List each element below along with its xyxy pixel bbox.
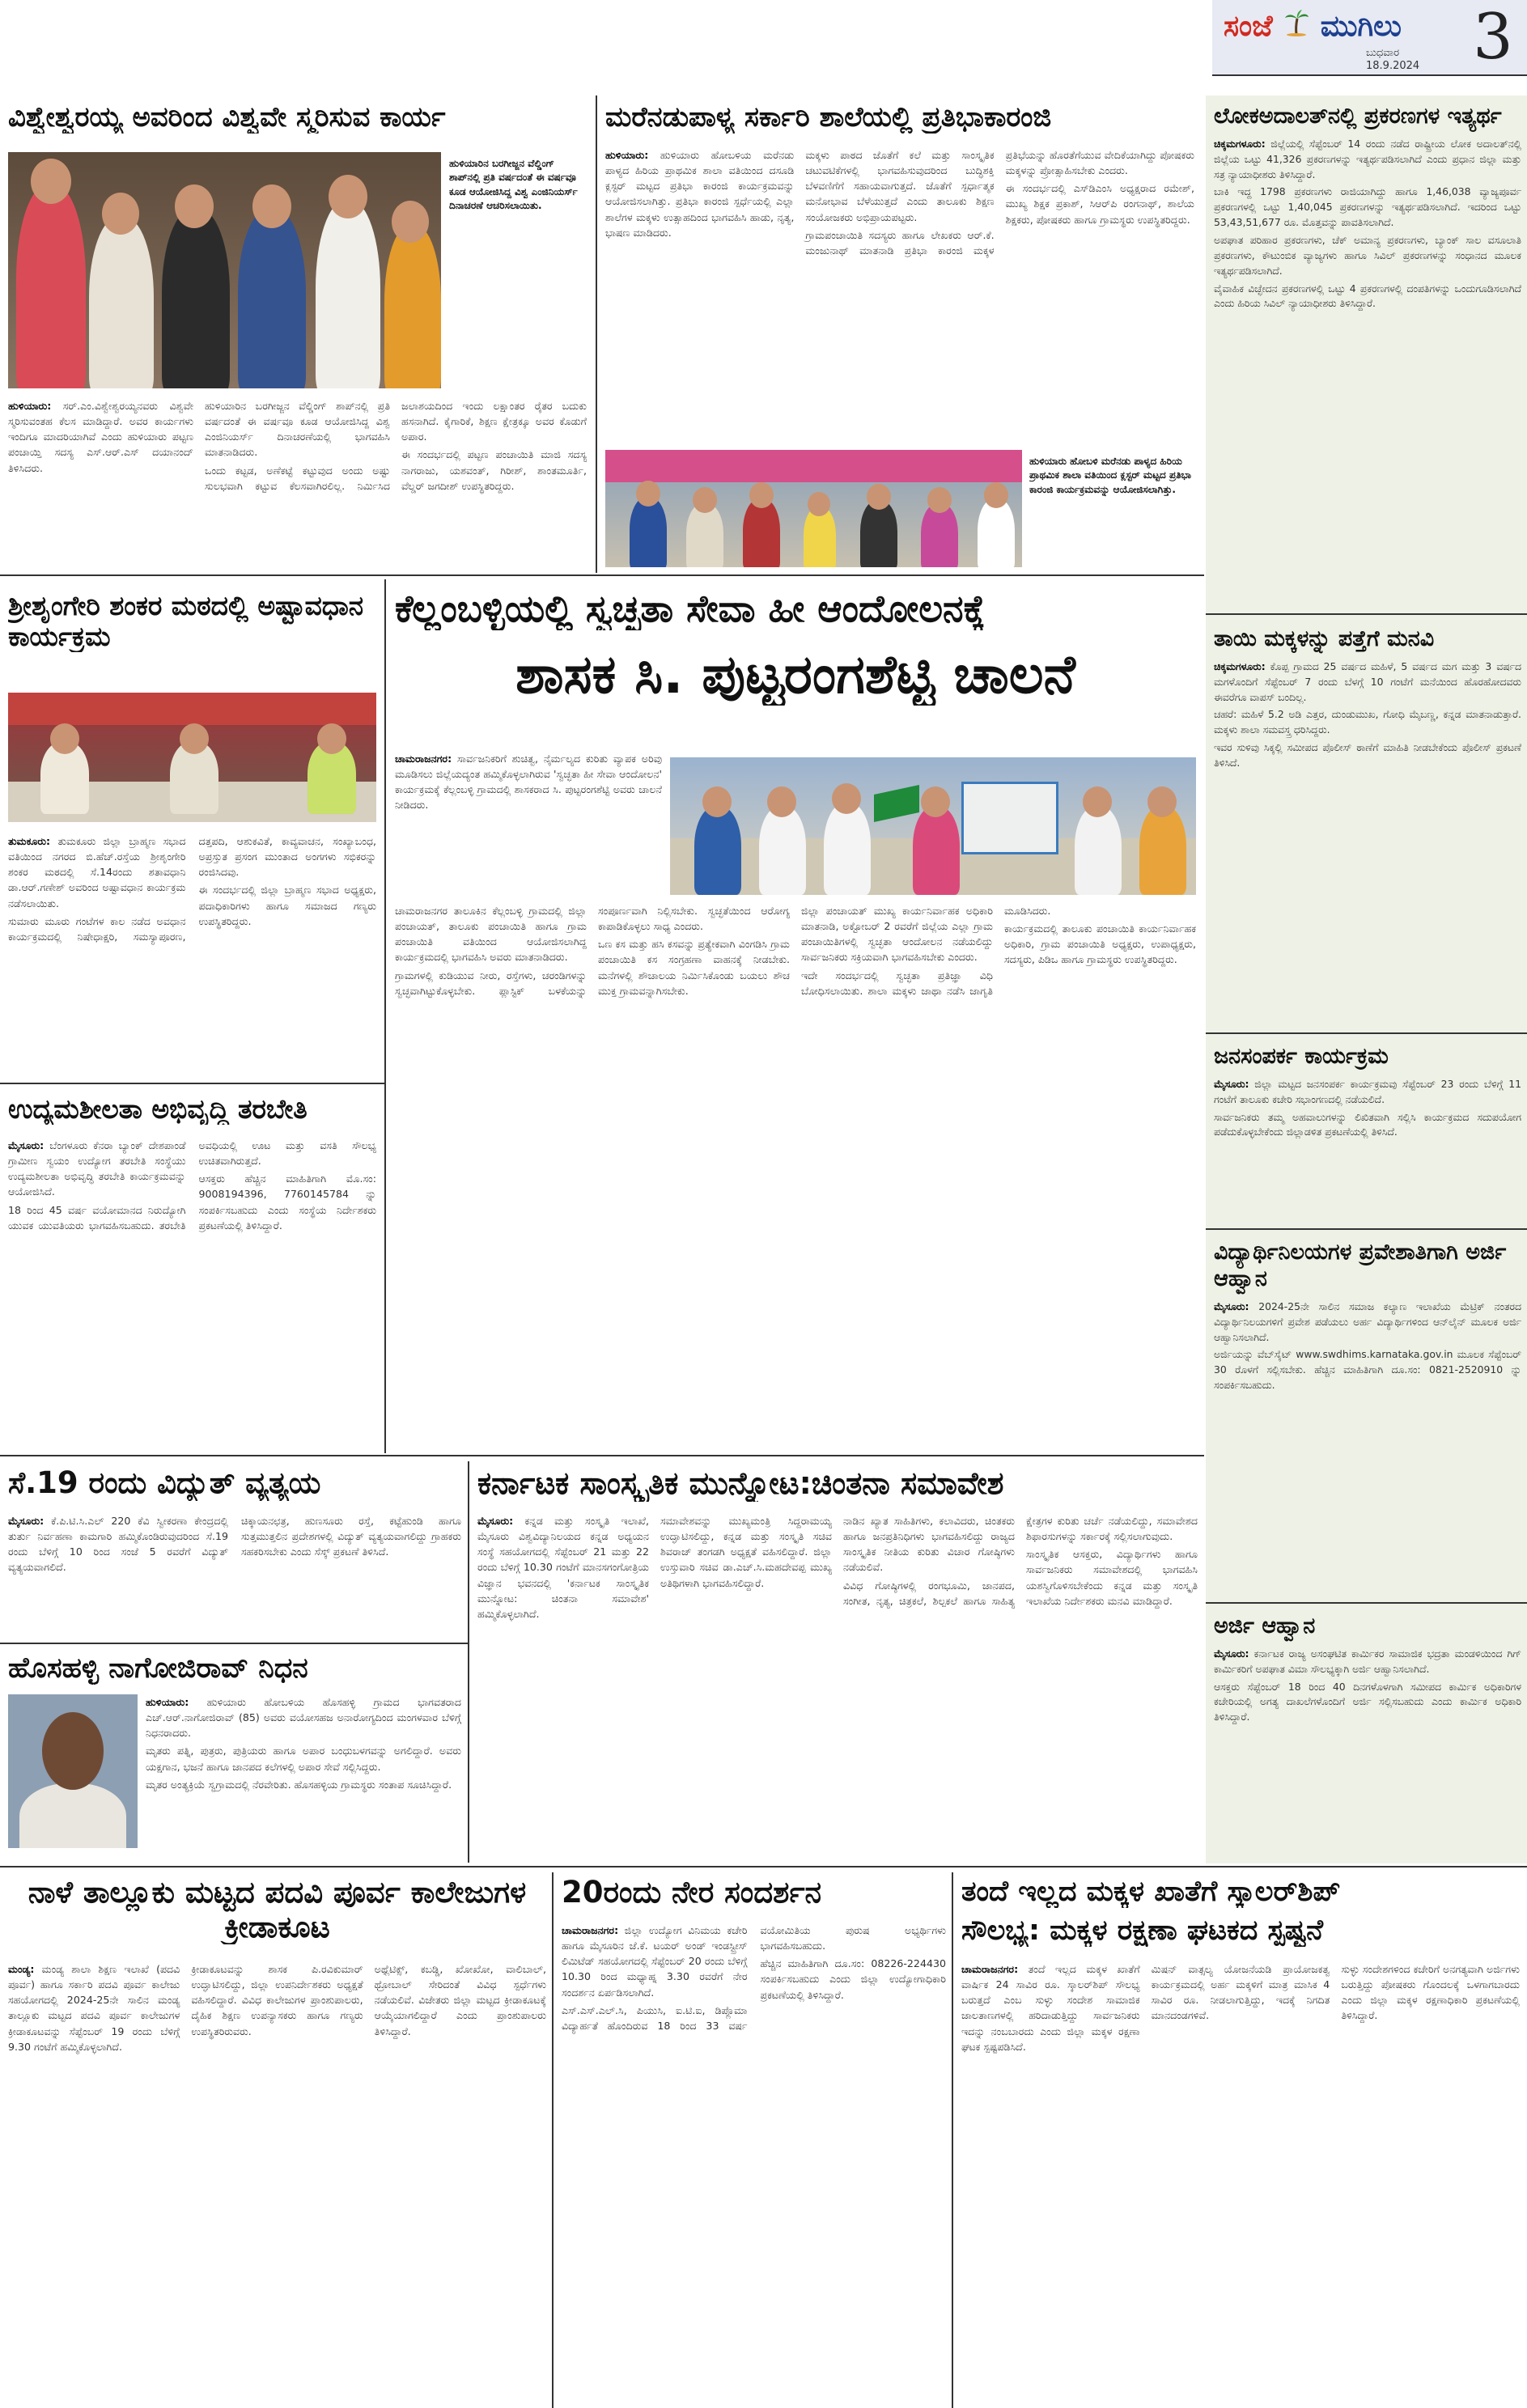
article-body: ಚಾಮರಾಜನಗರ: ತಂದೆ ಇಲ್ಲದ ಮಕ್ಕಳ ಖಾತೆಗೆ ವಾರ್ಷಿಕ 24 ಸಾವಿರ ರೂ. ಸ್ಕಾಲರ್‌ಶಿಪ್ ಸೌಲಭ್ಯ ಬರುತ್ತದೆ ಎಂಬ ಸುಳ್ಳು ಸಂದೇಶ ಸಾಮಾಜಿಕ ಜಾಲತಾಣಗಳಲ್ಲಿ ಹರಿದಾಡುತ್ತಿದ್ದು ಸಾರ್ವಜನಿಕರು ಇದನ್ನು ನಂಬಬಾರದು ಎಂದು ಜಿಲ್ಲಾ ಮಕ್ಕಳ ರಕ್ಷಣಾ ಘಟಕ ಸ್ಪಷ್ಟಪಡಿಸಿದೆ. ಮಿಷನ್ ವಾತ್ಸಲ್ಯ ಯೋಜನೆಯಡಿ ಪ್ರಾಯೋಜಕತ್ವ ಕಾರ್ಯಕ್ರಮದಲ್ಲಿ ಅರ್ಹ ಮಕ್ಕಳಿಗೆ ಮಾತ್ರ ಮಾಸಿಕ 4 ಸಾವಿರ ರೂ. ನೀಡಲಾಗುತ್ತಿದ್ದು, ಇದಕ್ಕೆ ನಿಗದಿತ ಮಾನದಂಡಗಳಿವೆ. ಸುಳ್ಳು ಸಂದೇಶಗಳಿಂದ ಕಚೇರಿಗೆ ಅನಗತ್ಯವಾಗಿ ಅರ್ಜಿಗಳು ಬರುತ್ತಿದ್ದು ಪೋಷಕರು ಗೊಂದಲಕ್ಕೆ ಒಳಗಾಗಬಾರದು ಎಂದು ಜಿಲ್ಲಾ ಮಕ್ಕಳ ರಕ್ಷಣಾಧಿಕಾರಿ ಪ್ರಕಟಣೆಯಲ್ಲಿ ತಿಳಿಸಿದ್ದಾರೆ. [961,1963,1520,2053]
article-body-missing: ಚಿಕ್ಕಮಗಳೂರು: ಕೊಪ್ಪ ಗ್ರಾಮದ 25 ವರ್ಷದ ಮಹಿಳೆ, 5 ವರ್ಷದ ಮಗ ಮತ್ತು 3 ವರ್ಷದ ಮಗಳೊಂದಿಗೆ ಸೆಪ್ಟೆಂಬರ್ 7 ರಂದು ಬೆಳಗ್ಗೆ 10 ಗಂಟೆಗೆ ಮನೆಯಿಂದ ಹೊರಹೋದವರು ಈವರೆಗೂ ವಾಪಸ್ ಬಂದಿಲ್ಲ. ಚಹರೆ: ಮಹಿಳೆ 5.2 ಅಡಿ ಎತ್ತರ, ದುಂಡುಮುಖ, ಗೋಧಿ ಮೈಬಣ್ಣ, ಕನ್ನಡ ಮಾತನಾಡುತ್ತಾರೆ. ಮಕ್ಕಳು ಶಾಲಾ ಸಮವಸ್ತ್ರ ಧರಿಸಿದ್ದರು. ಇವರ ಸುಳಿವು ಸಿಕ್ಕಲ್ಲಿ ಸಮೀಪದ ಪೊಲೀಸ್ ಠಾಣೆಗೆ ಮಾಹಿತಿ ನೀಡಬೇಕೆಂದು ಪೊಲೀಸ್ ಪ್ರಕಟಣೆ ತಿಳಿಸಿದೆ. [1214,659,1521,769]
dateline: ಹುಳಿಯಾರು: [605,149,649,161]
headline-line-2: ಶಾಸಕ ಸಿ. ಪುಟ್ಟರಂಗಶೆಟ್ಟಿ ಚಾಲನೆ [515,644,1075,706]
dateline: ಚಾಮರಾಜನಗರ: [395,752,452,765]
article-body: ಮೈಸೂರು: ಕನ್ನಡ ಮತ್ತು ಸಂಸ್ಕೃತಿ ಇಲಾಖೆ, ಮೈಸೂರು ವಿಶ್ವವಿದ್ಯಾನಿಲಯದ ಕನ್ನಡ ಅಧ್ಯಯನ ಸಂಸ್ಥೆ ಸಹಯೋಗದಲ್ಲಿ ಸೆಪ್ಟೆಂಬರ್ 21 ಮತ್ತು 22 ರಂದು ಬೆಳಿಗ್ಗೆ 10.30 ಗಂಟೆಗೆ ಮಾನಸಗಂಗೋತ್ರಿಯ ವಿಜ್ಞಾನ ಭವನದಲ್ಲಿ 'ಕರ್ನಾಟಕ ಸಾಂಸ್ಕೃತಿಕ ಮುನ್ನೋಟ: ಚಿಂತನಾ ಸಮಾವೇಶ' ಹಮ್ಮಿಕೊಳ್ಳಲಾಗಿದೆ. ಸಮಾವೇಶವನ್ನು ಮುಖ್ಯಮಂತ್ರಿ ಸಿದ್ದರಾಮಯ್ಯ ಉದ್ಘಾಟಿಸಲಿದ್ದು, ಕನ್ನಡ ಮತ್ತು ಸಂಸ್ಕೃತಿ ಸಚಿವ ಶಿವರಾಜ್ ತಂಗಡಗಿ ಅಧ್ಯಕ್ಷತೆ ವಹಿಸಲಿದ್ದಾರೆ. ಜಿಲ್ಲಾ ಉಸ್ತುವಾರಿ ಸಚಿವ ಡಾ.ಎಚ್.ಸಿ.ಮಹದೇವಪ್ಪ ಮುಖ್ಯ ಅತಿಥಿಗಳಾಗಿ ಭಾಗವಹಿಸಲಿದ್ದಾರೆ. ನಾಡಿನ ಖ್ಯಾತ ಸಾಹಿತಿಗಳು, ಕಲಾವಿದರು, ಚಿಂತಕರು ಹಾಗೂ ಜನಪ್ರತಿನಿಧಿಗಳು ಭಾಗವಹಿಸಲಿದ್ದು ರಾಜ್ಯದ ಸಾಂಸ್ಕೃತಿಕ ನೀತಿಯ ಕುರಿತು ವಿಚಾರ ಗೋಷ್ಠಿಗಳು ನಡೆಯಲಿವೆ. ವಿವಿಧ ಗೋಷ್ಠಿಗಳಲ್ಲಿ ರಂಗಭೂಮಿ, ಜಾನಪದ, ಸಂಗೀತ, ನೃತ್ಯ, ಚಿತ್ರಕಲೆ, ಶಿಲ್ಪಕಲೆ ಹಾಗೂ ಸಾಹಿತ್ಯ ಕ್ಷೇತ್ರಗಳ ಕುರಿತು ಚರ್ಚೆ ನಡೆಯಲಿದ್ದು, ಸಮಾವೇಶದ ಶಿಫಾರಸುಗಳನ್ನು ಸರ್ಕಾರಕ್ಕೆ ಸಲ್ಲಿಸಲಾಗುವುದು. ಸಾಂಸ್ಕೃತಿಕ ಆಸಕ್ತರು, ವಿದ್ಯಾರ್ಥಿಗಳು ಹಾಗೂ ಸಾರ್ವಜನಿಕರು ಸಮಾವೇಶದಲ್ಲಿ ಭಾಗವಹಿಸಿ ಯಶಸ್ವಿಗೊಳಿಸಬೇಕೆಂದು ಕನ್ನಡ ಮತ್ತು ಸಂಸ್ಕೃತಿ ಇಲಾಖೆಯ ನಿರ್ದೇಶಕರು ಮನವಿ ಮಾಡಿದ್ದಾರೆ. [477,1515,1198,1620]
article-pratibha-karanji [600,95,1199,573]
photo-engineers-day [8,152,441,388]
article-scholarship-clarification [956,1872,1523,2408]
headline-line-1: ಕೆಲ್ಲಂಬಳ್ಳಿಯಲ್ಲಿ ಸ್ವಚ್ಛತಾ ಸೇವಾ ಹೀ ಆಂದೋಲನಕ್ಕೆ [395,587,986,630]
dateline: ತುಮಕೂರು: [8,835,51,847]
article-body: ಮಂಡ್ಯ: ಮಂಡ್ಯ ಶಾಲಾ ಶಿಕ್ಷಣ ಇಲಾಖೆ (ಪದವಿ ಪೂರ್ವ) ಹಾಗೂ ಸರ್ಕಾರಿ ಪದವಿ ಪೂರ್ವ ಕಾಲೇಜು ಸಹಯೋಗದಲ್ಲಿ 2024-25ನೇ ಸಾಲಿನ ಮಂಡ್ಯ ತಾಲ್ಲೂಕು ಮಟ್ಟದ ಪದವಿ ಪೂರ್ವ ಕಾಲೇಜುಗಳ ಕ್ರೀಡಾಕೂಟವನ್ನು ಸೆಪ್ಟೆಂಬರ್ 19 ರಂದು ಬೆಳಿಗ್ಗೆ 9.30 ಗಂಟೆಗೆ ಹಮ್ಮಿಕೊಳ್ಳಲಾಗಿದೆ. ಕ್ರೀಡಾಕೂಟವನ್ನು ಶಾಸಕ ಪಿ.ರವಿಕುಮಾರ್ ಉದ್ಘಾಟಿಸಲಿದ್ದು, ಜಿಲ್ಲಾ ಉಪನಿರ್ದೇಶಕರು ಅಧ್ಯಕ್ಷತೆ ವಹಿಸಲಿದ್ದಾರೆ. ವಿವಿಧ ಕಾಲೇಜುಗಳ ಪ್ರಾಂಶುಪಾಲರು, ದೈಹಿಕ ಶಿಕ್ಷಣ ಉಪನ್ಯಾಸಕರು ಹಾಗೂ ಗಣ್ಯರು ಉಪಸ್ಥಿತರಿರುವರು. ಅಥ್ಲೆಟಿಕ್ಸ್, ಕಬಡ್ಡಿ, ಖೋಖೋ, ವಾಲಿಬಾಲ್, ಥ್ರೋಬಾಲ್ ಸೇರಿದಂತೆ ವಿವಿಧ ಸ್ಪರ್ಧೆಗಳು ನಡೆಯಲಿವೆ. ವಿಜೇತರು ಜಿಲ್ಲಾ ಮಟ್ಟದ ಕ್ರೀಡಾಕೂಟಕ್ಕೆ ಆಯ್ಕೆಯಾಗಲಿದ್ದಾರೆ ಎಂದು ಪ್ರಾಂಶುಪಾಲರು ತಿಳಿಸಿದ್ದಾರೆ. [8,1963,546,2053]
photo-obituary-portrait [8,1694,138,1848]
headline: ಮರೆನಡುಪಾಳ್ಯ ಸರ್ಕಾರಿ ಶಾಲೆಯಲ್ಲಿ ಪ್ರತಿಭಾಕಾರಂಜಿ [605,102,1052,134]
logo-word-sanje: ಸಂಜೆ [1224,10,1273,43]
dateline: ಚಾಮರಾಜನಗರ: [562,1924,619,1936]
headline: ವಿಶ್ವೇಶ್ವರಯ್ಯ ಅವರಿಂದ ವಿಶ್ವವೇ ಸ್ಮರಿಸುವ ಕಾರ್ಯ [8,102,446,134]
headline-application: ಅರ್ಜಿ ಆಹ್ವಾನ [1214,1613,1316,1639]
photo-swachhata-launch [670,757,1196,895]
dateline: ಚಾಮರಾಜನಗರ: [961,1963,1019,1975]
headline: ಹೊಸಹಳ್ಳಿ ನಾಗೋಜಿರಾವ್ ನಿಧನ [8,1652,308,1685]
headline: 20ರಂದು ನೇರ ಸಂದರ್ಶನ [562,1876,822,1910]
photo-caption: ಹುಳಿಯಾರು ಹೋಬಳಿ ಮರೆನಡು ಪಾಳ್ಯದ ಹಿರಿಯ ಪ್ರಾಥಮಿಕ ಶಾಲಾ ವತಿಯಿಂದ ಕ್ಲಸ್ಟರ್ ಮಟ್ಟದ ಪ್ರತಿಭಾ ಕಾರಂಜಿ ಕಾರ್ಯಕ್ರಮವನ್ನು ಆಯೋಜಿಸಲಾಗಿತ್ತು. [1029,456,1191,495]
issue-date: 18.9.2024 [1366,60,1420,72]
headline-hostel-admission: ವಿದ್ಯಾರ್ಥಿನಿಲಯಗಳ ಪ್ರವೇಶಾತಿಗಾಗಿ ಅರ್ಜಿ ಆಹ್ವಾನ [1214,1240,1507,1291]
article-obituary [0,1647,465,1863]
headline: ಸೆ.19 ರಂದು ವಿದ್ಯುತ್ ವ್ಯತ್ಯಯ [8,1466,321,1500]
article-body: ಚಾಮರಾಜನಗರ ತಾಲೂಕಿನ ಕೆಲ್ಲಂಬಳ್ಳಿ ಗ್ರಾಮದಲ್ಲಿ ಜಿಲ್ಲಾ ಪಂಚಾಯತ್, ತಾಲೂಕು ಪಂಚಾಯಿತಿ ಹಾಗೂ ಗ್ರಾಮ ಪಂಚಾಯಿತಿ ವತಿಯಿಂದ ಆಯೋಜಿಸಲಾಗಿದ್ದ ಕಾರ್ಯಕ್ರಮದಲ್ಲಿ ಭಾಗವಹಿಸಿ ಅವರು ಮಾತನಾಡಿದರು. ಗ್ರಾಮಗಳಲ್ಲಿ ಕುಡಿಯುವ ನೀರು, ರಸ್ತೆಗಳು, ಚರಂಡಿಗಳನ್ನು ಸ್ವಚ್ಛವಾಗಿಟ್ಟುಕೊಳ್ಳಬೇಕು. ಪ್ಲಾಸ್ಟಿಕ್ ಬಳಕೆಯನ್ನು ಸಂಪೂರ್ಣವಾಗಿ ನಿಲ್ಲಿಸಬೇಕು. ಸ್ವಚ್ಛತೆಯಿಂದ ಆರೋಗ್ಯ ಕಾಪಾಡಿಕೊಳ್ಳಲು ಸಾಧ್ಯ ಎಂದರು. ಒಣ ಕಸ ಮತ್ತು ಹಸಿ ಕಸವನ್ನು ಪ್ರತ್ಯೇಕವಾಗಿ ವಿಂಗಡಿಸಿ ಗ್ರಾಮ ಪಂಚಾಯಿತಿ ಕಸ ಸಂಗ್ರಹಣಾ ವಾಹನಕ್ಕೆ ನೀಡಬೇಕು. ಮನೆಗಳಲ್ಲಿ ಶೌಚಾಲಯ ನಿರ್ಮಿಸಿಕೊಂಡು ಬಯಲು ಶೌಚ ಮುಕ್ತ ಗ್ರಾಮವನ್ನಾಗಿಸಬೇಕು. ಜಿಲ್ಲಾ ಪಂಚಾಯತ್ ಮುಖ್ಯ ಕಾರ್ಯನಿರ್ವಾಹಕ ಅಧಿಕಾರಿ ಮಾತನಾಡಿ, ಅಕ್ಟೋಬರ್ 2 ರವರೆಗೆ ಜಿಲ್ಲೆಯ ಎಲ್ಲಾ ಗ್ರಾಮ ಪಂಚಾಯಿತಿಗಳಲ್ಲಿ ಸ್ವಚ್ಛತಾ ಆಂದೋಲನ ನಡೆಯಲಿದ್ದು ಸಾರ್ವಜನಿಕರು ಸಕ್ರಿಯವಾಗಿ ಭಾಗವಹಿಸಬೇಕು ಎಂದರು. ಇದೇ ಸಂದರ್ಭದಲ್ಲಿ ಸ್ವಚ್ಛತಾ ಪ್ರತಿಜ್ಞಾ ವಿಧಿ ಬೋಧಿಸಲಾಯಿತು. ಶಾಲಾ ಮಕ್ಕಳು ಜಾಥಾ ನಡೆಸಿ ಜಾಗೃತಿ ಮೂಡಿಸಿದರು. ಕಾರ್ಯಕ್ರಮದಲ್ಲಿ ತಾಲೂಕು ಪಂಚಾಯಿತಿ ಕಾರ್ಯನಿರ್ವಾಹಕ ಅಧಿಕಾರಿ, ಗ್ರಾಮ ಪಂಚಾಯಿತಿ ಅಧ್ಯಕ್ಷರು, ಉಪಾಧ್ಯಕ್ಷರು, ಸದಸ್ಯರು, ಪಿಡಿಒ ಹಾಗೂ ಗ್ರಾಮಸ್ಥರು ಉಪಸ್ಥಿತರಿದ್ದರು. [395,905,1196,997]
photo-ashtavadhana [8,693,376,822]
palm-tree-icon [1283,9,1310,45]
article-walk-in-interview [557,1872,949,2408]
article-body-lok-adalat: ಚಿಕ್ಕಮಗಳೂರು: ಜಿಲ್ಲೆಯಲ್ಲಿ ಸೆಪ್ಟೆಂಬರ್ 14 ರಂದು ನಡೆದ ರಾಷ್ಟ್ರೀಯ ಲೋಕ ಅದಾಲತ್‌ನಲ್ಲಿ ಜಿಲ್ಲೆಯ ಒಟ್ಟು 41,326 ಪ್ರಕರಣಗಳನ್ನು ಇತ್ಯರ್ಥಪಡಿಸಲಾಗಿದೆ ಎಂದು ಪ್ರಧಾನ ಜಿಲ್ಲಾ ಮತ್ತು ಸತ್ರ ನ್ಯಾಯಾಧೀಶರು ತಿಳಿಸಿದ್ದಾರೆ. ಬಾಕಿ ಇದ್ದ 1798 ಪ್ರಕರಣಗಳು ರಾಜಿಯಾಗಿದ್ದು ಹಾಗೂ 1,46,038 ವ್ಯಾಜ್ಯಪೂರ್ವ ಪ್ರಕರಣಗಳಲ್ಲಿ ಒಟ್ಟು 1,40,045 ಪ್ರಕರಣಗಳನ್ನು ಇತ್ಯರ್ಥಪಡಿಸಲಾಗಿದೆ. ಇದರಿಂದ ಒಟ್ಟು 53,43,51,677 ರೂ. ಮೊತ್ತವನ್ನು ಪಾವತಿಸಲಾಗಿದೆ. ಅಪಘಾತ ಪರಿಹಾರ ಪ್ರಕರಣಗಳು, ಚೆಕ್ ಅಮಾನ್ಯ ಪ್ರಕರಣಗಳು, ಬ್ಯಾಂಕ್ ಸಾಲ ವಸೂಲಾತಿ ಪ್ರಕರಣಗಳು, ಕೌಟುಂಬಿಕ ವ್ಯಾಜ್ಯಗಳು ಹಾಗೂ ಸಿವಿಲ್ ಪ್ರಕರಣಗಳನ್ನು ಸಂಧಾನದ ಮೂಲಕ ಇತ್ಯರ್ಥಪಡಿಸಲಾಗಿದೆ. ವೈವಾಹಿಕ ವಿಚ್ಛೇದನ ಪ್ರಕರಣಗಳಲ್ಲಿ ಒಟ್ಟು 4 ಪ್ರಕರಣಗಳಲ್ಲಿ ದಂಪತಿಗಳನ್ನು ಒಂದುಗೂಡಿಸಲಾಗಿದೆ ಎಂದು ಹಿರಿಯ ಸಿವಿಲ್ ನ್ಯಾಯಾಧೀಶರು ತಿಳಿಸಿದ್ದಾರೆ. [1214,137,1521,310]
article-cultural-conference [473,1461,1201,1863]
dateline: ಹುಳಿಯಾರು: [146,1696,189,1708]
article-intro: ಚಾಮರಾಜನಗರ: ಸಾರ್ವಜನಿಕರಿಗೆ ಶುಚಿತ್ವ, ನೈರ್ಮಲ್ಯದ ಕುರಿತು ವ್ಯಾಪಕ ಅರಿವು ಮೂಡಿಸಲು ಜಿಲ್ಲೆಯದ್ಯಂತ ಹಮ್ಮಿಕೊಳ್ಳಲಾಗಿರುವ 'ಸ್ವಚ್ಛತಾ ಹೀ ಸೇವಾ ಆಂದೋಲನ' ಕಾರ್ಯಕ್ರಮಕ್ಕೆ ಕೆಲ್ಲಂಬಳ್ಳಿ ಗ್ರಾಮದಲ್ಲಿ ಶಾಸಕರಾದ ಸಿ. ಪುಟ್ಟರಂಗಶೆಟ್ಟಿ ಅವರು ಚಾಲನೆ ನೀಡಿದರು. [395,752,662,812]
article-visvesvaraya [0,95,591,573]
headline-lok-adalat: ಲೋಕಅದಾಲತ್‌ನಲ್ಲಿ ಪ್ರಕರಣಗಳ ಇತ್ಯರ್ಥ [1214,104,1502,129]
article-body: ಹುಳಿಯಾರು: ಹುಳಿಯಾರು ಹೋಬಳಿಯ ಮರೆನಡು ಪಾಳ್ಯದ ಹಿರಿಯ ಪ್ರಾಥಮಿಕ ಶಾಲಾ ವತಿಯಿಂದ ದಸೂಡಿ ಕ್ಲಸ್ಟರ್ ಮಟ್ಟದ ಪ್ರತಿಭಾ ಕಾರಂಜಿ ಕಾರ್ಯಕ್ರಮವನ್ನು ಆಯೋಜಿಸಲಾಗಿತ್ತು. ಪ್ರತಿಭಾ ಕಾರಂಜಿ ಸ್ಪರ್ಧೆಯಲ್ಲಿ ಎಲ್ಲಾ ಶಾಲೆಗಳ ಮಕ್ಕಳು ಉತ್ಸಾಹದಿಂದ ಭಾಗವಹಿಸಿ ಹಾಡು, ನೃತ್ಯ, ಭಾಷಣ ಮಾಡಿದರು. ಮಕ್ಕಳು ಪಾಠದ ಜೊತೆಗೆ ಕಲೆ ಮತ್ತು ಸಾಂಸ್ಕೃತಿಕ ಚಟುವಟಿಕೆಗಳಲ್ಲಿ ಭಾಗವಹಿಸುವುದರಿಂದ ಬುದ್ಧಿಶಕ್ತಿ ಬೆಳವಣಿಗೆಗೆ ಸಹಾಯವಾಗುತ್ತದೆ. ಜೊತೆಗೆ ಸ್ಪರ್ಧಾತ್ಮಕ ಮನೋಭಾವ ಬೆಳೆಯುತ್ತದೆ ಎಂದು ತಾಲೂಕು ಶಿಕ್ಷಣ ಸಂಯೋಜಕರು ಅಭಿಪ್ರಾಯಪಟ್ಟರು. ಗ್ರಾಮಪಂಚಾಯಿತಿ ಸದಸ್ಯರು ಹಾಗೂ ಲೇಖಕರು ಆರ್.ಕೆ. ಮಂಜುನಾಥ್ ಮಾತನಾಡಿ ಪ್ರತಿಭಾ ಕಾರಂಜಿ ಮಕ್ಕಳ ಪ್ರತಿಭೆಯನ್ನು ಹೊರತೆಗೆಯುವ ವೇದಿಕೆಯಾಗಿದ್ದು ಪೋಷಕರು ಮಕ್ಕಳನ್ನು ಪ್ರೋತ್ಸಾಹಿಸಬೇಕು ಎಂದರು. ಈ ಸಂದರ್ಭದಲ್ಲಿ ಎಸ್‌ಡಿಎಂಸಿ ಅಧ್ಯಕ್ಷರಾದ ರಮೇಶ್, ಮುಖ್ಯ ಶಿಕ್ಷಕ ಪ್ರಕಾಶ್, ಸಿಆರ್‌ಪಿ ರಂಗನಾಥ್, ಶಾಲೆಯ ಶಿಕ್ಷಕರು, ಪೋಷಕರು ಹಾಗೂ ಗ್ರಾಮಸ್ಥರು ಉಪಸ್ಥಿತರಿದ್ದರು. [605,149,1194,256]
article-ashtavadhana [0,579,380,1081]
dateline: ಮಂಡ್ಯ: [8,1963,35,1975]
article-body: ಚಾಮರಾಜನಗರ: ಜಿಲ್ಲಾ ಉದ್ಯೋಗ ವಿನಿಮಯ ಕಚೇರಿ ಹಾಗೂ ಮೈಸೂರಿನ ಜೆ.ಕೆ. ಟಯರ್ ಅಂಡ್ ಇಂಡಸ್ಟ್ರೀಸ್ ಲಿಮಿಟೆಡ್ ಸಹಯೋಗದಲ್ಲಿ ಸೆಪ್ಟೆಂಬರ್ 20 ರಂದು ಬೆಳಿಗ್ಗೆ 10.30 ರಿಂದ ಮಧ್ಯಾಹ್ನ 3.30 ರವರೆಗೆ ನೇರ ಸಂದರ್ಶನ ಏರ್ಪಡಿಸಲಾಗಿದೆ. ಎಸ್.ಎಸ್.ಎಲ್.ಸಿ, ಪಿಯುಸಿ, ಐ.ಟಿ.ಐ, ಡಿಪ್ಲೊಮಾ ವಿದ್ಯಾರ್ಹತೆ ಹೊಂದಿರುವ 18 ರಿಂದ 33 ವರ್ಷ ವಯೋಮಿತಿಯ ಪುರುಷ ಅಭ್ಯರ್ಥಿಗಳು ಭಾಗವಹಿಸಬಹುದು. ಹೆಚ್ಚಿನ ಮಾಹಿತಿಗಾಗಿ ದೂ.ಸಂ: 08226-224430 ಸಂಪರ್ಕಿಸಬಹುದು ಎಂದು ಜಿಲ್ಲಾ ಉದ್ಯೋಗಾಧಿಕಾರಿ ಪ್ರಕಟಣೆಯಲ್ಲಿ ತಿಳಿಸಿದ್ದಾರೆ. [562,1924,946,2032]
headline-line-2: ಸೌಲಭ್ಯ: ಮಕ್ಕಳ ರಕ್ಷಣಾ ಘಟಕದ ಸ್ಪಷ್ಟನೆ [961,1914,1324,1947]
headline: ನಾಳೆ ತಾಲ್ಲೂಕು ಮಟ್ಟದ ಪದವಿ ಪೂರ್ವ ಕಾಲೇಜುಗಳ ಕ್ರೀಡಾಕೂಟ [28,1876,527,1944]
page-number: 3 [1473,1,1513,74]
headline: ಉದ್ಯಮಶೀಲತಾ ಅಭಿವೃದ್ಧಿ ತರಬೇತಿ [8,1094,308,1125]
article-body: ತುಮಕೂರು: ತುಮಕೂರು ಜಿಲ್ಲಾ ಬ್ರಾಹ್ಮಣ ಸಭಾದ ವತಿಯಿಂದ ನಗರದ ಬಿ.ಹೆಚ್.ರಸ್ತೆಯ ಶ್ರೀಶೃಂಗೇರಿ ಶಂಕರ ಮಠದಲ್ಲಿ ಸೆ.14ರಂದು ಶತಾವಧಾನಿ ಡಾ.ಆರ್.ಗಣೇಶ್ ಅವರಿಂದ ಅಷ್ಟಾವಧಾನ ಕಾರ್ಯಕ್ರಮ ನಡೆಸಲಾಯಿತು. ಸುಮಾರು ಮೂರು ಗಂಟೆಗಳ ಕಾಲ ನಡೆದ ಅವಧಾನ ಕಾರ್ಯಕ್ರಮದಲ್ಲಿ ನಿಷೇಧಾಕ್ಷರಿ, ಸಮಸ್ಯಾಪೂರಣ, ದತ್ತಪದಿ, ಆಶುಕವಿತೆ, ಕಾವ್ಯವಾಚನ, ಸಂಖ್ಯಾಬಂಧ, ಅಪ್ರಸ್ತುತ ಪ್ರಸಂಗ ಮುಂತಾದ ಅಂಗಗಳು ಸಭಿಕರನ್ನು ರಂಜಿಸಿದವು. ಈ ಸಂದರ್ಭದಲ್ಲಿ ಜಿಲ್ಲಾ ಬ್ರಾಹ್ಮಣ ಸಭಾದ ಅಧ್ಯಕ್ಷರು, ಪದಾಧಿಕಾರಿಗಳು ಹಾಗೂ ಸಮಾಜದ ಗಣ್ಯರು ಉಪಸ್ಥಿತರಿದ್ದರು. [8,835,376,943]
article-body: ಹುಳಿಯಾರು: ಸರ್.ಎಂ.ವಿಶ್ವೇಶ್ವರಯ್ಯನವರು ವಿಶ್ವವೇ ಸ್ಮರಿಸುವಂತಹ ಕೆಲಸ ಮಾಡಿದ್ದಾರೆ. ಅವರ ಕಾರ್ಯಗಳು ಇಂದಿಗೂ ಮಾದರಿಯಾಗಿವೆ ಎಂದು ಹುಳಿಯಾರು ಪಟ್ಟಣ ಪಂಚಾಯ್ತಿ ಸದಸ್ಯ ಎಸ್.ಆರ್.ಎಸ್ ದಯಾನಂದ್ ತಿಳಿಸಿದರು. ಹುಳಿಯಾರಿನ ಬರಗೀಜ್ಜನ ವೆಲ್ಡಿಂಗ್ ಶಾಪ್‌ನಲ್ಲಿ ಪ್ರತಿ ವರ್ಷದಂತೆ ಈ ವರ್ಷವೂ ಕೂಡ ಆಯೋಜಿಸಿದ್ದ ವಿಶ್ವ ಎಂಜಿನಿಯರ್ಸ್ ದಿನಾಚರಣೆಯಲ್ಲಿ ಭಾಗವಹಿಸಿ ಮಾತನಾಡಿದರು. ಒಂದು ಕಟ್ಟಡ, ಅಣೆಕಟ್ಟೆ ಕಟ್ಟುವುದ ಅಂದು ಅಷ್ಟು ಸುಲಭವಾಗಿ ಕಟ್ಟುವ ಕೆಲಸವಾಗಿರಲಿಲ್ಲ. ನಿರ್ಮಿಸಿದ ಜಲಾಶಯದಿಂದ ಇಂದು ಲಕ್ಷಾಂತರ ರೈತರ ಬದುಕು ಹಸನಾಗಿದೆ. ಕೈಗಾರಿಕೆ, ಶಿಕ್ಷಣ ಕ್ಷೇತ್ರಕ್ಕೂ ಅವರ ಕೊಡುಗೆ ಅಪಾರ. ಈ ಸಂದರ್ಭದಲ್ಲಿ ಪಟ್ಟಣ ಪಂಚಾಯಿತಿ ಮಾಜಿ ಸದಸ್ಯ ನಾಗರಾಜು, ಯಶವಂತ್, ಗಿರೀಶ್, ಶಾಂತಮೂರ್ತಿ, ವೆಲ್ಡರ್ ಜಗದೀಶ್ ಉಪಸ್ಥಿತರಿದ್ದರು. [8,400,587,492]
photo-caption: ಹುಳಿಯಾರಿನ ಬರಗೀಜ್ಜನ ವೆಲ್ಡಿಂಗ್ ಶಾಪ್‌ನಲ್ಲಿ ಪ್ರತಿ ವರ್ಷದಂತೆ ಈ ವರ್ಷವೂ ಕೂಡ ಆಯೋಜಿಸಿದ್ದ ವಿಶ್ವ ಎಂಜಿನಿಯರ್ಸ್ ದಿನಾಚರಣೆ ಆಚರಿಸಲಾಯಿತು. [449,158,578,212]
article-body-janasamparka: ಮೈಸೂರು: ಜಿಲ್ಲಾ ಮಟ್ಟದ ಜನಸಂಪರ್ಕ ಕಾರ್ಯಕ್ರಮವು ಸೆಪ್ಟೆಂಬರ್ 23 ರಂದು ಬೆಳಿಗ್ಗೆ 11 ಗಂಟೆಗೆ ತಾಲೂಕು ಕಚೇರಿ ಸಭಾಂಗಣದಲ್ಲಿ ನಡೆಯಲಿದೆ. ಸಾರ್ವಜನಿಕರು ತಮ್ಮ ಅಹವಾಲುಗಳನ್ನು ಲಿಖಿತವಾಗಿ ಸಲ್ಲಿಸಿ ಕಾರ್ಯಕ್ರಮದ ಸದುಪಯೋಗ ಪಡೆದುಕೊಳ್ಳಬೇಕೆಂದು ಜಿಲ್ಲಾಡಳಿತ ಪ್ರಕಟಣೆಯಲ್ಲಿ ತಿಳಿಸಿದೆ. [1214,1077,1521,1138]
headline: ಕರ್ನಾಟಕ ಸಾಂಸ್ಕೃತಿಕ ಮುನ್ನೋಟ:ಚಿಂತನಾ ಸಮಾವೇಶ [477,1466,1004,1501]
article-body-application: ಮೈಸೂರು: ಕರ್ನಾಟಕ ರಾಜ್ಯ ಅಸಂಘಟಿತ ಕಾರ್ಮಿಕರ ಸಾಮಾಜಿಕ ಭದ್ರತಾ ಮಂಡಳಿಯಿಂದ ಗಿಗ್ ಕಾರ್ಮಿಕರಿಗೆ ಅಪಘಾತ ವಿಮಾ ಸೌಲಭ್ಯಕ್ಕಾಗಿ ಅರ್ಜಿ ಆಹ್ವಾನಿಸಲಾಗಿದೆ. ಆಸಕ್ತರು ಸೆಪ್ಟೆಂಬರ್ 18 ರಿಂದ 40 ದಿನಗಳೊಳಗಾಗಿ ಸಮೀಪದ ಕಾರ್ಮಿಕ ಅಧಿಕಾರಿಗಳ ಕಚೇರಿಯಲ್ಲಿ ಅಗತ್ಯ ದಾಖಲೆಗಳೊಂದಿಗೆ ಅರ್ಜಿ ಸಲ್ಲಿಸಬಹುದು ಎಂದು ಕಾರ್ಮಿಕ ಅಧಿಕಾರಿ ತಿಳಿಸಿದ್ದಾರೆ. [1214,1647,1521,1723]
issue-day: ಬುಧವಾರ [1366,47,1400,59]
headline-janasamparka: ಜನಸಂಪರ್ಕ ಕಾರ್ಯಕ್ರಮ [1214,1044,1389,1069]
article-body-hostel: ಮೈಸೂರು: 2024-25ನೇ ಸಾಲಿನ ಸಮಾಜ ಕಲ್ಯಾಣ ಇಲಾಖೆಯ ಮೆಟ್ರಿಕ್ ನಂತರದ ವಿದ್ಯಾರ್ಥಿನಿಲಯಗಳಿಗೆ ಪ್ರವೇಶ ಪಡೆಯಲು ಅರ್ಹ ವಿದ್ಯಾರ್ಥಿಗಳಿಂದ ಆನ್‌ಲೈನ್ ಮೂಲಕ ಅರ್ಜಿ ಆಹ್ವಾನಿಸಲಾಗಿದೆ. ಅರ್ಜಿಯನ್ನು ವೆಬ್‌ಸೈಟ್ www.swdhims.karnataka.gov.in ಮೂಲಕ ಸೆಪ್ಟೆಂಬರ್ 30 ರೊಳಗೆ ಸಲ್ಲಿಸಬೇಕು. ಹೆಚ್ಚಿನ ಮಾಹಿತಿಗಾಗಿ ದೂ.ಸಂ: 0821-2520910 ನ್ನು ಸಂಪರ್ಕಿಸಬಹುದು. [1214,1299,1521,1392]
dateline: ಹುಳಿಯಾರು: [8,400,52,412]
article-swachhata [388,579,1202,1453]
article-entrepreneurship [0,1087,380,1453]
article-body: ಮೈಸೂರು: ಕೆ.ಪಿ.ಟಿ.ಸಿ.ಎಲ್ 220 ಕೆವಿ ಸ್ವೀಕರಣಾ ಕೇಂದ್ರದಲ್ಲಿ ತುರ್ತು ನಿರ್ವಹಣಾ ಕಾಮಗಾರಿ ಹಮ್ಮಿಕೊಂಡಿರುವುದರಿಂದ ಸೆ.19 ರಂದು ಬೆಳಿಗ್ಗೆ 10 ರಿಂದ ಸಂಜೆ 5 ರವರೆಗೆ ವಿದ್ಯುತ್ ವ್ಯತ್ಯಯವಾಗಲಿದೆ. ಚಿಕ್ಕಾಯನಛತ್ರ, ಹುಣಸೂರು ರಸ್ತೆ, ಕಟ್ಟೆಹುಂಡಿ ಹಾಗೂ ಸುತ್ತಮುತ್ತಲಿನ ಪ್ರದೇಶಗಳಲ್ಲಿ ವಿದ್ಯುತ್ ವ್ಯತ್ಯಯವಾಗಲಿದ್ದು ಗ್ರಾಹಕರು ಸಹಕರಿಸಬೇಕು ಎಂದು ಸೆಸ್ಕ್ ಪ್ರಕಟಣೆ ತಿಳಿಸಿದೆ. [8,1515,461,1574]
dateline: ಮೈಸೂರು: [8,1139,45,1151]
article-body: ಹುಳಿಯಾರು: ಹುಳಿಯಾರು ಹೋಬಳಿಯ ಹೊಸಹಳ್ಳಿ ಗ್ರಾಮದ ಭಾಗವತರಾದ ಎಚ್.ಆರ್.ನಾಗೋಜಿರಾವ್ (85) ಅವರು ವಯೋಸಹಜ ಅನಾರೋಗ್ಯದಿಂದ ಮಂಗಳವಾರ ಬೆಳಿಗ್ಗೆ ನಿಧನರಾದರು. ಮೃತರು ಪತ್ನಿ, ಪುತ್ರರು, ಪುತ್ರಿಯರು ಹಾಗೂ ಅಪಾರ ಬಂಧುಬಳಗವನ್ನು ಅಗಲಿದ್ದಾರೆ. ಅವರು ಯಕ್ಷಗಾನ, ಭಜನೆ ಹಾಗೂ ಜಾನಪದ ಕಲೆಗಳಲ್ಲಿ ಅಪಾರ ಸೇವೆ ಸಲ್ಲಿಸಿದ್ದರು. ಮೃತರ ಅಂತ್ಯಕ್ರಿಯೆ ಸ್ವಗ್ರಾಮದಲ್ಲಿ ನೆರವೇರಿತು. ಹೊಸಹಳ್ಳಿಯ ಗ್ರಾಮಸ್ಥರು ಸಂತಾಪ ಸೂಚಿಸಿದ್ದಾರೆ. [146,1696,461,1791]
headline: ಶ್ರೀಶೃಂಗೇರಿ ಶಂಕರ ಮಠದಲ್ಲಿ ಅಷ್ಟಾವಧಾನ ಕಾರ್ಯಕ್ರಮ [8,591,364,652]
headline-line-1: ತಂದೆ ಇಲ್ಲದ ಮಕ್ಕಳ ಖಾತೆಗೆ ಸ್ಕಾಲರ್‌ಶಿಪ್ [961,1876,1341,1908]
article-power-cut [0,1461,465,1639]
article-body: ಮೈಸೂರು: ಬೆಂಗಳೂರು ಕೆನರಾ ಬ್ಯಾಂಕ್ ದೇಶಪಾಂಡೆ ಗ್ರಾಮೀಣ ಸ್ವಯಂ ಉದ್ಯೋಗ ತರಬೇತಿ ಸಂಸ್ಥೆಯು ಉದ್ಯಮಶೀಲತಾ ಅಭಿವೃದ್ಧಿ ತರಬೇತಿ ಕಾರ್ಯಕ್ರಮವನ್ನು ಆಯೋಜಿಸಿದೆ. 18 ರಿಂದ 45 ವರ್ಷ ವಯೋಮಾನದ ನಿರುದ್ಯೋಗಿ ಯುವಕ ಯುವತಿಯರು ಭಾಗವಹಿಸಬಹುದು. ತರಬೇತಿ ಅವಧಿಯಲ್ಲಿ ಊಟ ಮತ್ತು ವಸತಿ ಸೌಲಭ್ಯ ಉಚಿತವಾಗಿರುತ್ತದೆ. ಆಸಕ್ತರು ಹೆಚ್ಚಿನ ಮಾಹಿತಿಗಾಗಿ ಮೊ.ಸಂ: 9008194396, 7760145784 ನ್ನು ಸಂಪರ್ಕಿಸಬಹುದು ಎಂದು ಸಂಸ್ಥೆಯ ನಿರ್ದೇಶಕರು ಪ್ರಕಟಣೆಯಲ್ಲಿ ತಿಳಿಸಿದ್ದಾರೆ. [8,1139,376,1232]
headline-missing-mother-children: ತಾಯಿ ಮಕ್ಕಳನ್ನು ಪತ್ತೆಗೆ ಮನವಿ [1214,626,1435,651]
dateline: ಮೈಸೂರು: [8,1515,45,1527]
right-sidebar [1206,95,1527,1863]
dateline: ಮೈಸೂರು: [477,1515,514,1527]
masthead [1212,0,1527,76]
photo-school-event [605,450,1022,567]
logo [1224,8,1458,45]
logo-word-mugilu: ಮುಗಿಲು [1320,10,1402,43]
article-sports-meet [0,1872,550,2408]
